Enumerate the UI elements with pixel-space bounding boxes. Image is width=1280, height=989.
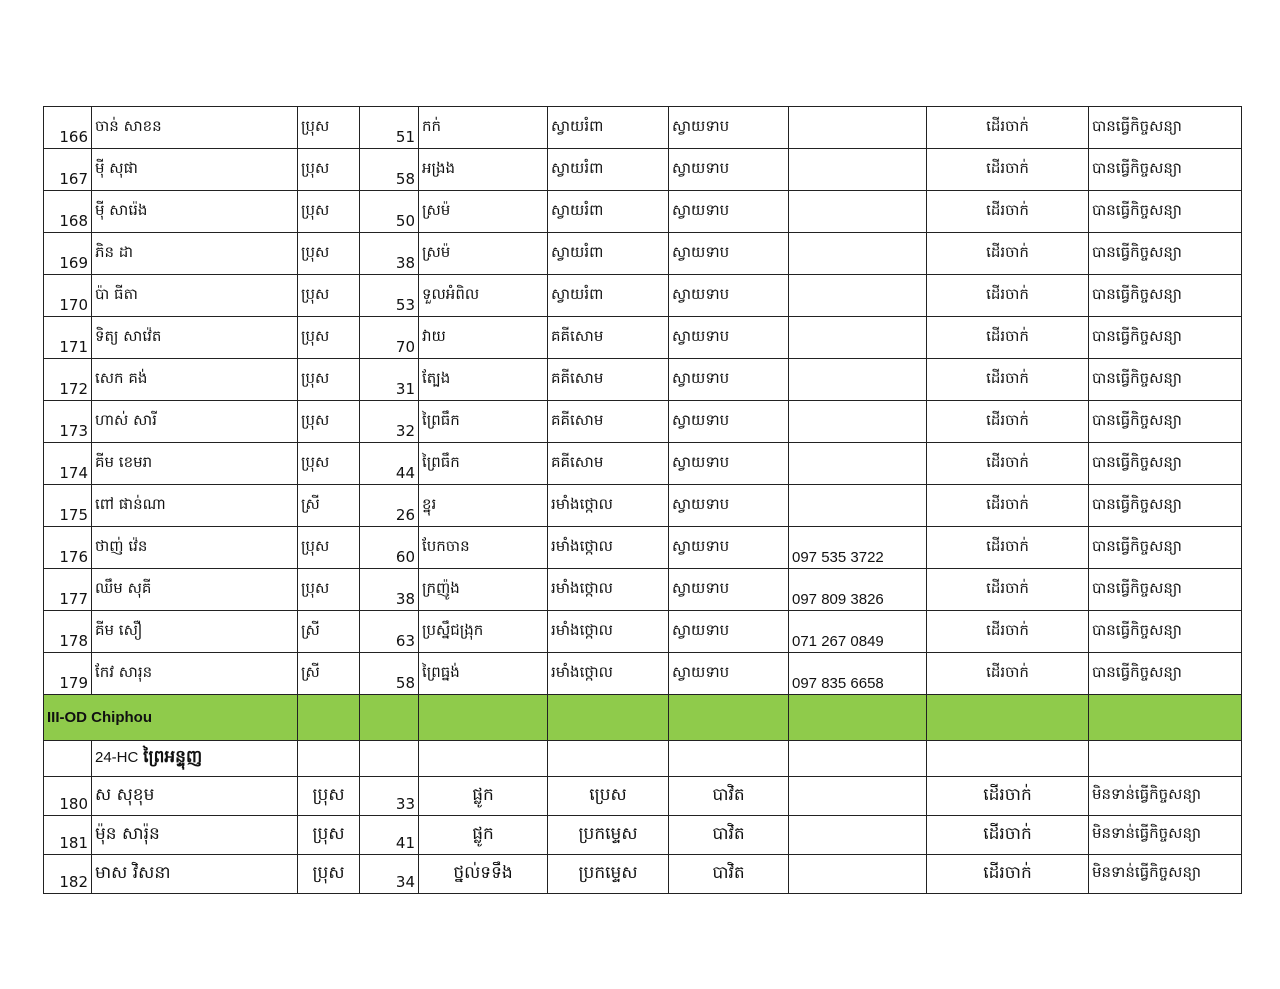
commune-cell: ប្រកម្ទេស xyxy=(548,816,669,855)
phone-cell xyxy=(789,191,927,233)
phone-cell: 071 267 0849 xyxy=(789,611,927,653)
row-number-cell: 176 xyxy=(44,527,92,569)
gender-cell: ស្រី xyxy=(298,653,360,695)
row-number-cell: 174 xyxy=(44,443,92,485)
gender-cell: ប្រុស xyxy=(298,317,360,359)
gender-cell: ប្រុស xyxy=(298,191,360,233)
district-cell: ស្វាយទាប xyxy=(669,611,789,653)
table-row xyxy=(44,777,1242,816)
table-row xyxy=(44,569,1242,611)
age-cell: 33 xyxy=(360,777,419,816)
name-cell: ឈឹម សុគី xyxy=(92,569,298,611)
phone-cell xyxy=(789,777,927,816)
village-cell: អង្រង xyxy=(419,149,548,191)
table-row xyxy=(44,317,1242,359)
status-cell: មិនទាន់ធ្វើកិច្ចសន្យា xyxy=(1089,816,1242,855)
phone-cell xyxy=(789,233,927,275)
row-number-cell: 169 xyxy=(44,233,92,275)
name-cell: ចាន់ សាខន xyxy=(92,107,298,149)
travel-cell: ដើរចាក់ xyxy=(927,855,1089,894)
gender-cell: ប្រុស xyxy=(298,401,360,443)
village-cell: ផ្លូក xyxy=(419,816,548,855)
gender-cell: ប្រុស xyxy=(298,855,360,894)
name-cell: ម៉ី សារ៉េង xyxy=(92,191,298,233)
name-cell: ថាញ់ វ៉េន xyxy=(92,527,298,569)
table-row xyxy=(44,485,1242,527)
age-cell: 26 xyxy=(360,485,419,527)
district-cell: ស្វាយទាប xyxy=(669,107,789,149)
gender-cell: ស្រី xyxy=(298,485,360,527)
age-cell: 70 xyxy=(360,317,419,359)
phone-cell xyxy=(789,317,927,359)
gender-cell: ប្រុស xyxy=(298,275,360,317)
row-number-cell: 172 xyxy=(44,359,92,401)
table-row xyxy=(44,527,1242,569)
age-cell: 31 xyxy=(360,359,419,401)
commune-cell: គគីសោម xyxy=(548,443,669,485)
name-cell: ប៉ា ធីតា xyxy=(92,275,298,317)
row-number-cell: 180 xyxy=(44,777,92,816)
gender-cell: ប្រុស xyxy=(298,359,360,401)
status-cell: បានធ្វើកិច្ចសន្យា xyxy=(1089,317,1242,359)
commune-cell: គគីសោម xyxy=(548,317,669,359)
commune-cell: រមាំងថ្កោល xyxy=(548,569,669,611)
village-cell: ថ្នល់ទទឹង xyxy=(419,855,548,894)
district-cell: ស្វាយទាប xyxy=(669,653,789,695)
village-cell: ត្បែង xyxy=(419,359,548,401)
status-cell: បានធ្វើកិច្ចសន្យា xyxy=(1089,359,1242,401)
row-number-cell: 178 xyxy=(44,611,92,653)
gender-cell: ប្រុស xyxy=(298,777,360,816)
travel-cell: ដើរចាក់ xyxy=(927,443,1089,485)
records-group-b xyxy=(44,777,1242,894)
status-cell: បានធ្វើកិច្ចសន្យា xyxy=(1089,233,1242,275)
travel-cell: ដើរចាក់ xyxy=(927,107,1089,149)
name-cell: គីម ខេមរា xyxy=(92,443,298,485)
district-cell: ស្វាយទាប xyxy=(669,149,789,191)
village-cell: ក្រញ៉ូង xyxy=(419,569,548,611)
gender-cell: ប្រុស xyxy=(298,107,360,149)
name-cell: សេក គង់ xyxy=(92,359,298,401)
phone-cell xyxy=(789,107,927,149)
subheader-code: 24-HC xyxy=(95,749,139,766)
travel-cell: ដើរចាក់ xyxy=(927,317,1089,359)
row-number-cell: 170 xyxy=(44,275,92,317)
status-cell: មិនទាន់ធ្វើកិច្ចសន្យា xyxy=(1089,855,1242,894)
row-number-cell: 168 xyxy=(44,191,92,233)
village-cell: វាយ xyxy=(419,317,548,359)
table-row xyxy=(44,275,1242,317)
village-cell: ខ្នុរ xyxy=(419,485,548,527)
row-number-cell: 175 xyxy=(44,485,92,527)
phone-cell xyxy=(789,401,927,443)
name-cell: ទិត្យ សាវ៉េត xyxy=(92,317,298,359)
phone-cell xyxy=(789,275,927,317)
subheader-row xyxy=(44,741,1242,777)
status-cell: បានធ្វើកិច្ចសន្យា xyxy=(1089,275,1242,317)
phone-cell: 097 809 3826 xyxy=(789,569,927,611)
status-cell: បានធ្វើកិច្ចសន្យា xyxy=(1089,443,1242,485)
gender-cell: ប្រុស xyxy=(298,233,360,275)
district-cell: ស្វាយទាប xyxy=(669,401,789,443)
age-cell: 34 xyxy=(360,855,419,894)
status-cell: បានធ្វើកិច្ចសន្យា xyxy=(1089,107,1242,149)
travel-cell: ដើរចាក់ xyxy=(927,527,1089,569)
table-row xyxy=(44,401,1242,443)
table-row xyxy=(44,611,1242,653)
phone-cell xyxy=(789,485,927,527)
village-cell: ព្រៃធឹក xyxy=(419,401,548,443)
travel-cell: ដើរចាក់ xyxy=(927,485,1089,527)
table-row xyxy=(44,855,1242,894)
commune-cell: ប្រកម្ទេស xyxy=(548,855,669,894)
district-cell: ស្វាយទាប xyxy=(669,569,789,611)
gender-cell: ប្រុស xyxy=(298,527,360,569)
age-cell: 41 xyxy=(360,816,419,855)
village-cell: ផ្លូក xyxy=(419,777,548,816)
row-number-cell: 177 xyxy=(44,569,92,611)
district-cell: បាវិត xyxy=(669,855,789,894)
row-number-cell: 167 xyxy=(44,149,92,191)
village-cell: កក់ xyxy=(419,107,548,149)
table-row xyxy=(44,653,1242,695)
commune-cell: ស្វាយរំពា xyxy=(548,149,669,191)
status-cell: បានធ្វើកិច្ចសន្យា xyxy=(1089,401,1242,443)
commune-cell: គគីសោម xyxy=(548,401,669,443)
travel-cell: ដើរចាក់ xyxy=(927,401,1089,443)
phone-cell xyxy=(789,816,927,855)
phone-cell xyxy=(789,443,927,485)
travel-cell: ដើរចាក់ xyxy=(927,777,1089,816)
age-cell: 58 xyxy=(360,653,419,695)
age-cell: 38 xyxy=(360,569,419,611)
table-row xyxy=(44,816,1242,855)
village-cell: ទួលអំពិល xyxy=(419,275,548,317)
commune-cell: រមាំងថ្កោល xyxy=(548,653,669,695)
district-cell: បាវិត xyxy=(669,816,789,855)
commune-cell: ស្វាយរំពា xyxy=(548,233,669,275)
district-cell: ស្វាយទាប xyxy=(669,317,789,359)
name-cell: គីម សឿ xyxy=(92,611,298,653)
age-cell: 51 xyxy=(360,107,419,149)
travel-cell: ដើរចាក់ xyxy=(927,359,1089,401)
commune-cell: ស្វាយរំពា xyxy=(548,191,669,233)
row-number-cell: 182 xyxy=(44,855,92,894)
village-cell: ប្រស្នឹជង្រុក xyxy=(419,611,548,653)
district-cell: បាវិត xyxy=(669,777,789,816)
age-cell: 63 xyxy=(360,611,419,653)
name-cell: កែវ សារុន xyxy=(92,653,298,695)
table-row xyxy=(44,149,1242,191)
commune-cell: រមាំងថ្កោល xyxy=(548,527,669,569)
section-label: III-OD Chiphou xyxy=(44,695,298,741)
status-cell: បានធ្វើកិច្ចសន្យា xyxy=(1089,527,1242,569)
age-cell: 32 xyxy=(360,401,419,443)
age-cell: 53 xyxy=(360,275,419,317)
travel-cell: ដើរចាក់ xyxy=(927,191,1089,233)
phone-cell: 097 535 3722 xyxy=(789,527,927,569)
phone-cell: 097 835 6658 xyxy=(789,653,927,695)
phone-cell xyxy=(789,359,927,401)
name-cell: ពៅ ផាន់ណា xyxy=(92,485,298,527)
age-cell: 58 xyxy=(360,149,419,191)
phone-cell xyxy=(789,855,927,894)
district-cell: ស្វាយទាប xyxy=(669,233,789,275)
records-group-a xyxy=(44,107,1242,695)
status-cell: មិនទាន់ធ្វើកិច្ចសន្យា xyxy=(1089,777,1242,816)
age-cell: 60 xyxy=(360,527,419,569)
status-cell: បានធ្វើកិច្ចសន្យា xyxy=(1089,569,1242,611)
village-cell: ស្រម៉ xyxy=(419,191,548,233)
gender-cell: ប្រុស xyxy=(298,569,360,611)
name-cell: ភិន ដា xyxy=(92,233,298,275)
table-row xyxy=(44,107,1242,149)
subheader-cell xyxy=(92,741,298,777)
commune-cell: ប្រេស xyxy=(548,777,669,816)
commune-cell: គគីសោម xyxy=(548,359,669,401)
name-cell: ម៉ុន សារ៉ុន xyxy=(92,816,298,855)
travel-cell: ដើរចាក់ xyxy=(927,275,1089,317)
status-cell: បានធ្វើកិច្ចសន្យា xyxy=(1089,191,1242,233)
status-cell: បានធ្វើកិច្ចសន្យា xyxy=(1089,149,1242,191)
row-number-cell: 179 xyxy=(44,653,92,695)
district-cell: ស្វាយទាប xyxy=(669,485,789,527)
table-row xyxy=(44,443,1242,485)
row-number-cell: 173 xyxy=(44,401,92,443)
table-row xyxy=(44,359,1242,401)
name-cell: មាស វិសនា xyxy=(92,855,298,894)
name-cell: ស សុខុម xyxy=(92,777,298,816)
gender-cell: ស្រី xyxy=(298,611,360,653)
section-group xyxy=(44,695,1242,777)
age-cell: 50 xyxy=(360,191,419,233)
district-cell: ស្វាយទាប xyxy=(669,359,789,401)
row-number-cell: 171 xyxy=(44,317,92,359)
travel-cell: ដើរចាក់ xyxy=(927,816,1089,855)
travel-cell: ដើរចាក់ xyxy=(927,653,1089,695)
village-cell: ព្រៃធឹក xyxy=(419,443,548,485)
travel-cell: ដើរចាក់ xyxy=(927,149,1089,191)
phone-cell xyxy=(789,149,927,191)
commune-cell: រមាំងថ្កោល xyxy=(548,611,669,653)
row-number-cell: 181 xyxy=(44,816,92,855)
commune-cell: ស្វាយរំពា xyxy=(548,107,669,149)
village-cell: បែកចាន xyxy=(419,527,548,569)
table-row xyxy=(44,191,1242,233)
gender-cell: ប្រុស xyxy=(298,816,360,855)
age-cell: 44 xyxy=(360,443,419,485)
age-cell: 38 xyxy=(360,233,419,275)
district-cell: ស្វាយទាប xyxy=(669,443,789,485)
village-cell: ស្រម៉ xyxy=(419,233,548,275)
records-table xyxy=(43,106,1242,894)
gender-cell: ប្រុស xyxy=(298,443,360,485)
status-cell: បានធ្វើកិច្ចសន្យា xyxy=(1089,485,1242,527)
name-cell: ហាស់ សារី xyxy=(92,401,298,443)
commune-cell: ស្វាយរំពា xyxy=(548,275,669,317)
status-cell: បានធ្វើកិច្ចសន្យា xyxy=(1089,611,1242,653)
travel-cell: ដើរចាក់ xyxy=(927,569,1089,611)
village-cell: ព្រៃធ្នង់ xyxy=(419,653,548,695)
table-row xyxy=(44,233,1242,275)
subheader-name: ព្រៃអន្ទុញ xyxy=(143,747,203,767)
section-row xyxy=(44,695,1242,741)
name-cell: ម៉ី សុផា xyxy=(92,149,298,191)
district-cell: ស្វាយទាប xyxy=(669,191,789,233)
district-cell: ស្វាយទាប xyxy=(669,527,789,569)
status-cell: បានធ្វើកិច្ចសន្យា xyxy=(1089,653,1242,695)
travel-cell: ដើរចាក់ xyxy=(927,611,1089,653)
commune-cell: រមាំងថ្កោល xyxy=(548,485,669,527)
row-number-cell: 166 xyxy=(44,107,92,149)
gender-cell: ប្រុស xyxy=(298,149,360,191)
district-cell: ស្វាយទាប xyxy=(669,275,789,317)
travel-cell: ដើរចាក់ xyxy=(927,233,1089,275)
